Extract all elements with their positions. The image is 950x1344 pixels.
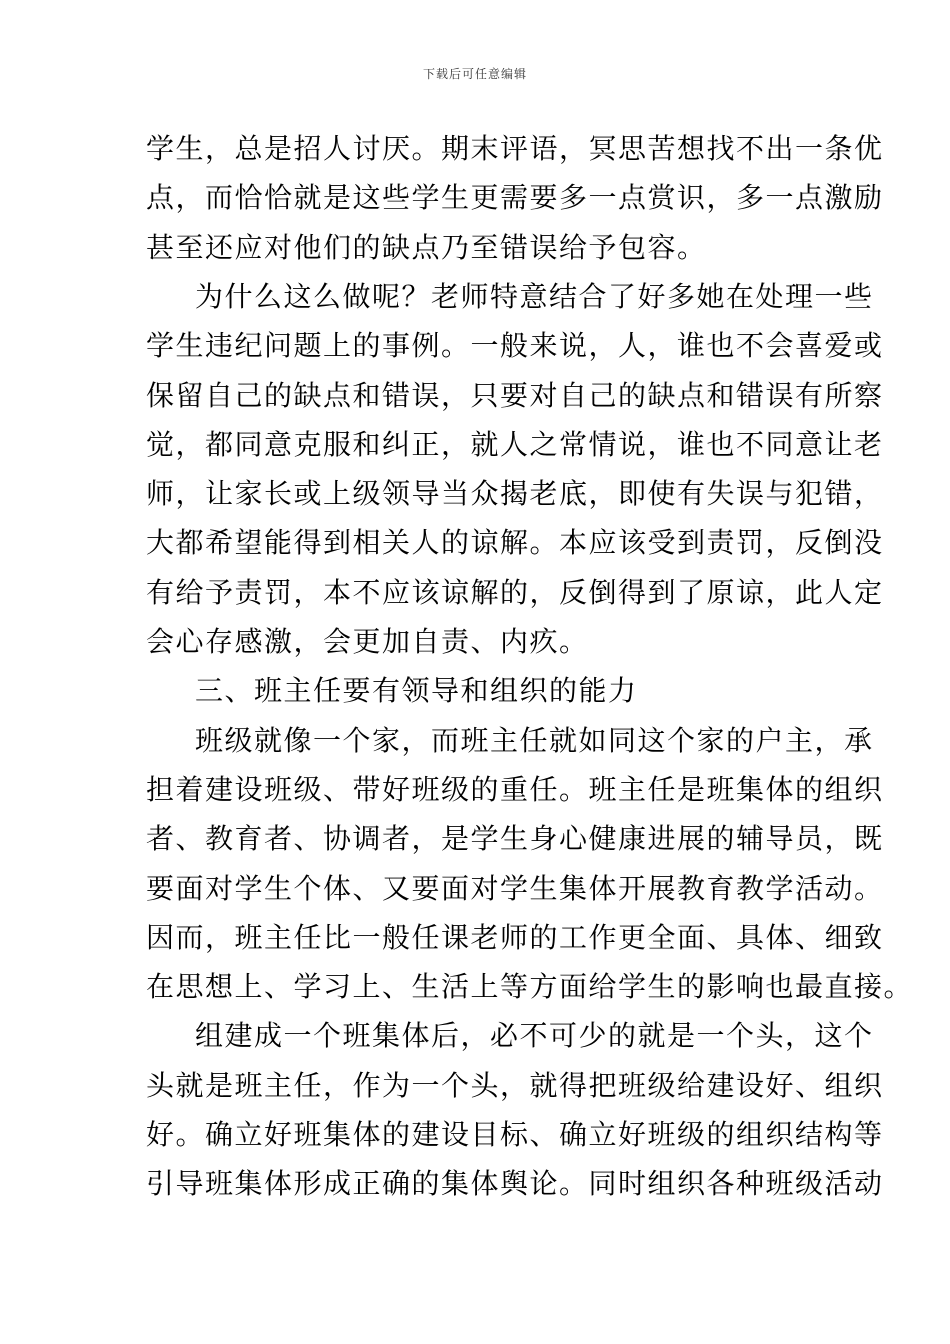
text-line: 学生违纪问题上的事例。一般来说，人，谁也不会喜爱或 (146, 329, 884, 363)
text-line: 大都希望能得到相关人的谅解。本应该受到责罚，反倒没 (146, 526, 884, 560)
text-line: 者、教育者、协调者，是学生身心健康进展的辅导员，既 (146, 822, 884, 856)
text-line: 因而，班主任比一般任课老师的工作更全面、具体、细致 (146, 920, 884, 954)
paragraph-first-line: 三、班主任要有领导和组织的能力 (195, 674, 638, 708)
text-line: 甚至还应对他们的缺点乃至错误给予包容。 (146, 230, 707, 264)
text-line: 好。确立好班集体的建设目标、确立好班级的组织结构等 (146, 1118, 884, 1151)
text-line: 师，让家长或上级领导当众揭老底，即使有失误与犯错， (146, 477, 884, 511)
text-line: 保留自己的缺点和错误，只要对自己的缺点和错误有所察 (146, 378, 884, 412)
text-line: 引导班集体形成正确的集体舆论。同时组织各种班级活动 (146, 1167, 884, 1201)
text-line: 觉，都同意克服和纠正，就人之常情说，谁也不同意让老 (146, 427, 884, 461)
text-line: 学生，总是招人讨厌。期末评语，冥思苦想找不出一条优 (146, 132, 884, 165)
text-line: 头就是班主任，作为一个头，就得把班级给建设好、组织 (146, 1068, 884, 1102)
paragraph-first-line: 班级就像一个家，而班主任就如同这个家的户主，承 (195, 723, 874, 757)
text-line: 有给予责罚，本不应该谅解的，反倒得到了原谅，此人定 (146, 575, 884, 609)
text-line: 在思想上、学习上、生活上等方面给学生的影响也最直接。 (146, 970, 914, 1004)
text-line: 要面对学生个体、又要面对学生集体开展教育教学活动。 (146, 871, 884, 905)
paragraph-first-line: 组建成一个班集体后，必不可少的就是一个头，这个 (195, 1019, 874, 1053)
paragraph-first-line: 为什么这么做呢？老师特意结合了好多她在处理一些 (195, 279, 874, 313)
text-line: 点，而恰恰就是这些学生更需要多一点赏识，多一点激励 (146, 181, 884, 215)
text-line: 会心存感激，会更加自责、内疚。 (146, 625, 589, 658)
page-header: 下载后可任意编辑 (422, 67, 527, 81)
text-line: 担着建设班级、带好班级的重任。班主任是班集体的组织 (146, 772, 884, 806)
